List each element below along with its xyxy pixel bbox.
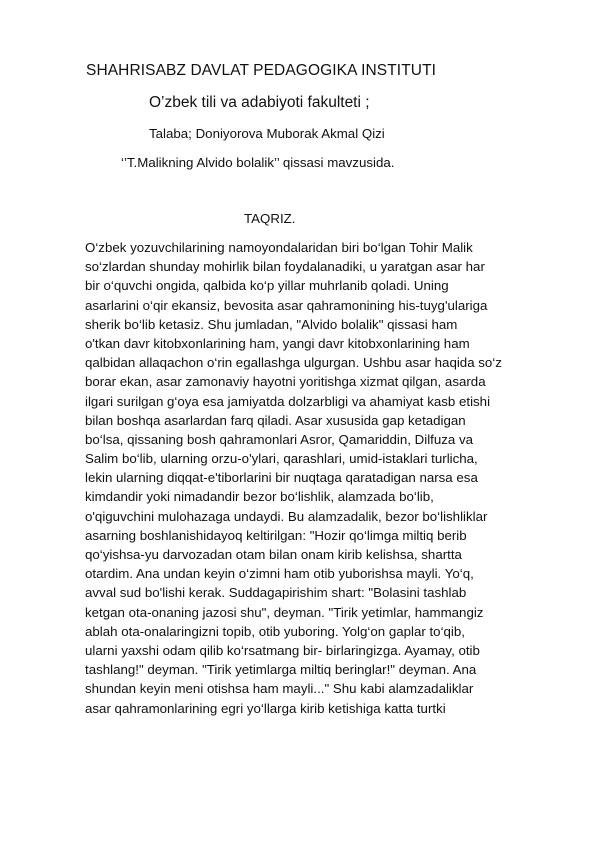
body-line: shundan keyin meni otishsa ham mayli..." Shu kabi alamzadaliklar (85, 681, 474, 697)
body-line: bilan boshqa asarlardan farq qiladi. Asar xususida gap ketadigan (85, 412, 466, 428)
body-line: tashlang!" deyman. "Tirik yetimlarga miltiq beringlar!" deyman. Ana (85, 662, 477, 678)
body-text (85, 238, 565, 718)
body-line: ablah ota-onalaringizni topib, otib yuboring. Yolg‘on gaplar to‘qib, (85, 623, 465, 639)
body-line: asar qahramonlarining egri yo‘llarga kirib ketishiga katta turtki (85, 700, 446, 716)
body-line: borar ekan, asar zamonaviy hayotni yoritishga xizmat qilgan, asarda (85, 374, 486, 390)
body-line: o'tkan davr kitobxonlarining ham, yangi davr kitobxonlarining ham (85, 335, 470, 351)
body-line: bir o‘quvchi ongida, qalbida ko‘p yillar muhrlanib qoladi. Uning (85, 278, 449, 294)
document-title: TAQRIZ. (244, 211, 296, 226)
body-line: otardim. Ana undan keyin o‘zimni ham otib yuborishsa mayli. Yo‘q, (85, 566, 474, 582)
body-line: sherik bo‘lib ketasiz. Shu jumladan, "Alvido bolalik" qissasi ham (85, 316, 458, 332)
body-line: O‘zbek yozuvchilarining namoyondalaridan biri bo‘lgan Tohir Malik (85, 240, 473, 255)
institute-name: SHAHRISABZ DAVLAT PEDAGOGIKA INSTITUTI (86, 62, 437, 79)
student-name: Talaba; Doniyorova Muborak Akmal Qizi (149, 126, 385, 141)
body-line: o'qiguvchini mulohazaga undaydi. Bu alamzadalik, bezor bo‘lishliklar (85, 508, 488, 524)
faculty-name: O’zbek tili va adabiyoti fakulteti ; (149, 94, 370, 111)
body-line: lekin ularning diqqat-e'tiborlarini bir nuqtaga qaratadigan narsa esa (85, 470, 478, 486)
body-line: ilgari surilgan g‘oya esa jamiyatda dolzarbligi va ahamiyat kasb etishi (85, 393, 491, 409)
body-line: bo‘lsa, qissaning bosh qahramonlari Asror, Qamariddin, Dilfuza va (85, 431, 474, 447)
body-line: avval sud bo'lishi kerak. Suddagapirishim shart: "Bolasini tashlab (85, 585, 467, 601)
review-topic: ‘’T.Malikning Alvido bolalik’’ qissasi mavzusida. (121, 155, 395, 170)
body-line: Salim bo‘lib, ularning orzu-o'ylari, qarashlari, umid-istaklari turlicha, (85, 451, 478, 467)
body-line: ketgan ota-onaning jazosi shu", deyman. "Tirik yetimlar, hammangiz (85, 604, 484, 620)
body-line: ularni yaxshi odam qilib ko‘rsatmang bir- birlaringizga. Ayamay, otib (85, 642, 480, 658)
body-line: asarning boshlanishidayoq keltirilgan: "Hozir qo‘limga miltiq berib (85, 527, 467, 543)
body-line: asarlarini o‘qir ekansiz, bevosita asar qahramonining his-tuyg'ulariga (85, 297, 488, 313)
body-line: so‘zlardan shunday mohirlik bilan foydalanadiki, u yaratgan asar har (85, 259, 485, 275)
body-line: qo‘yishsa-yu darvozadan otam bilan onam kirib kelishsa, shartta (85, 547, 462, 562)
body-line: qalbidan allaqachon o‘rin egallashga ulgurgan. Ushbu asar haqida so‘z (85, 355, 502, 371)
body-line: kimdandir yoki nimadandir bezor bo‘lishlik, alamzada bo‘lib, (85, 489, 434, 505)
